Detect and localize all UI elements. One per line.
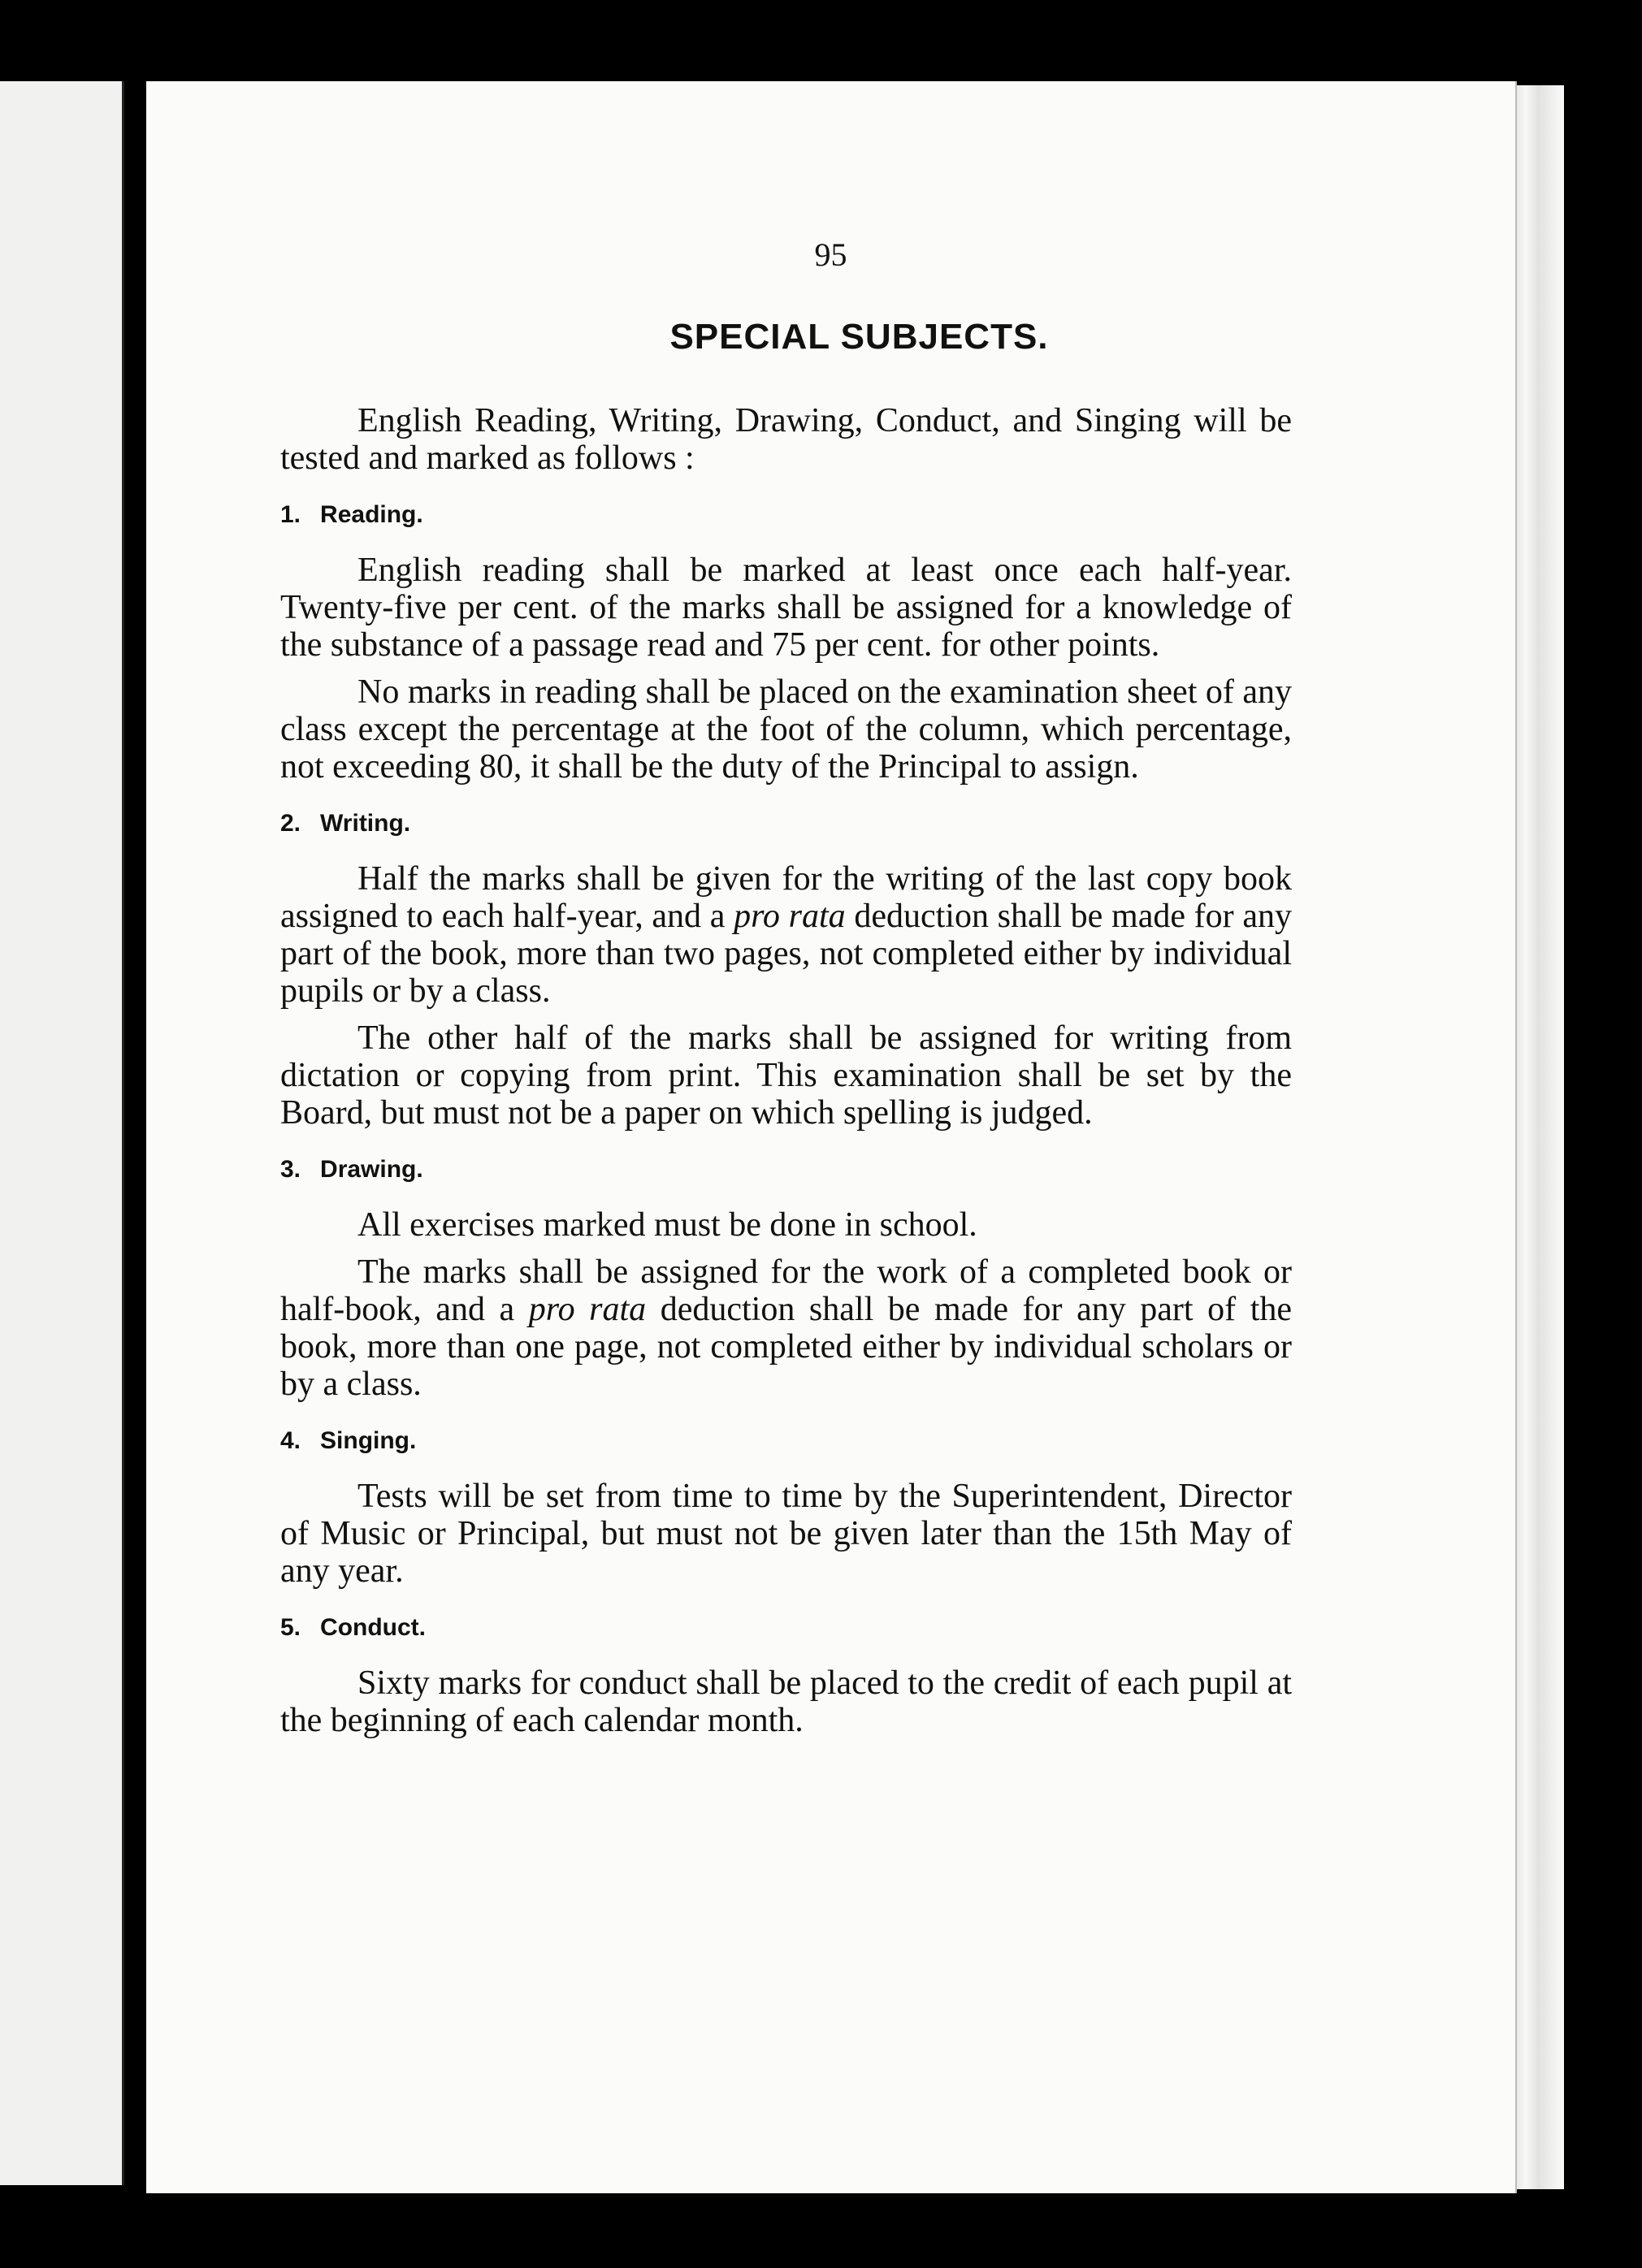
page-body — [280, 402, 1292, 1749]
section-title: Writing. — [320, 810, 411, 837]
section-heading-conduct — [280, 1614, 1292, 1642]
book-page — [146, 81, 1515, 2193]
italic-term: pro rata — [734, 898, 846, 935]
writing-paragraph-2: The other half of the marks shall be assigned for writing from dictation or copying from print. This examination shall be set by the Board, but must not be a paper on which spelling is judged. — [280, 1019, 1292, 1132]
intro-paragraph: English Reading, Writing, Drawing, Conduct, and Singing will be tested and marked as follows : — [280, 402, 1292, 477]
text-run: deduction shall be made for any part of the book, more than two pages, not completed either by individual pupils or by a class. — [280, 898, 1292, 1010]
section-heading-writing — [280, 810, 1292, 838]
section-title: Conduct. — [320, 1614, 427, 1641]
page-title: SPECIAL SUBJECTS. — [669, 317, 1049, 357]
section-number: 1. — [280, 501, 301, 528]
section-title: Singing. — [320, 1427, 417, 1454]
section-heading-reading — [280, 501, 1292, 529]
section-heading-drawing — [280, 1156, 1292, 1184]
section-number: 5. — [280, 1614, 301, 1641]
drawing-paragraph-1: All exercises marked must be done in school. — [357, 1206, 977, 1244]
section-title: Drawing. — [320, 1156, 423, 1183]
reading-paragraph-2: No marks in reading shall be placed on the examination sheet of any class except the percentage at the foot of the column, which percentage, not exceeding 80, it shall be the duty of the Principal to assign. — [280, 673, 1292, 786]
drawing-paragraph-2 — [280, 1253, 1292, 1403]
text-run: Half the marks shall be given for the writing of the last copy book assigned to each half-year, and a — [280, 860, 1292, 935]
facing-page-edge — [0, 81, 124, 2185]
conduct-paragraph-1: Sixty marks for conduct shall be placed to the credit of each pupil at the beginning of each calendar month. — [280, 1664, 1292, 1739]
reading-paragraph-1: English reading shall be marked at least once each half-year. Twenty-five per cent. of the marks shall be assigned for a knowledge of the substance of a passage read and 75 per cent. for other points. — [280, 552, 1292, 664]
section-number: 4. — [280, 1427, 301, 1454]
writing-paragraph-1 — [280, 860, 1292, 1010]
italic-term: pro rata — [528, 1291, 647, 1328]
page-number: 95 — [814, 236, 847, 273]
text-run: deduction shall be made for any part of the book, more than one page, not completed either by individual scholars or by a class. — [280, 1291, 1293, 1403]
section-number: 2. — [280, 810, 301, 837]
section-title: Reading. — [320, 501, 423, 528]
section-number: 3. — [280, 1156, 301, 1183]
section-heading-singing — [280, 1427, 1292, 1455]
singing-paragraph-1: Tests will be set from time to time by the Superintendent, Director of Music or Principal, but must not be given later than the 15th May of any year. — [280, 1478, 1292, 1590]
text-run: The marks shall be assigned for the work of a completed book or half-book, and a — [280, 1253, 1292, 1328]
